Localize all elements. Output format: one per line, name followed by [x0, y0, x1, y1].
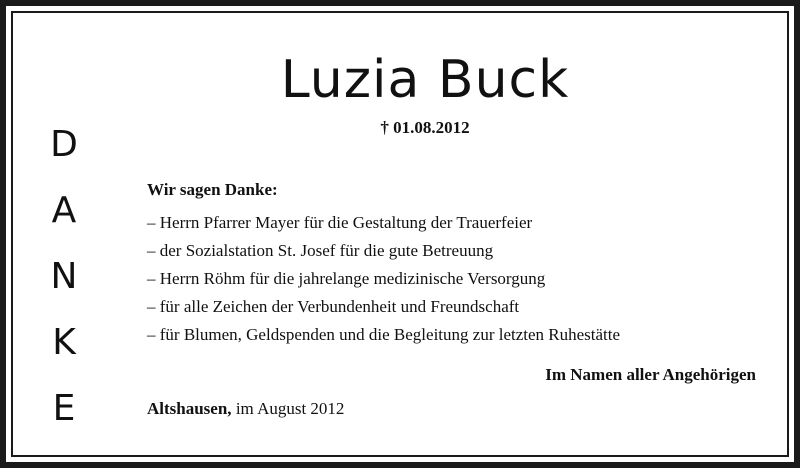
place: Altshausen,: [147, 399, 232, 418]
thanks-item: – für alle Zeichen der Verbundenheit und Freundschaft: [147, 297, 520, 316]
date-text: im August 2012: [231, 399, 345, 418]
thanks-item: – der Sozialstation St. Josef für die gute Betreuung: [147, 241, 494, 260]
thanks-item: – Herrn Röhm für die jahrelange medizinische Versorgung: [147, 269, 546, 288]
vertical-letter: A: [51, 190, 77, 231]
thanks-item: – Herrn Pfarrer Mayer für die Gestaltung der Trauerfeier: [147, 213, 533, 232]
vertical-danke-word: [44, 112, 84, 442]
vertical-letter: E: [52, 388, 76, 429]
thanks-list: [147, 209, 620, 349]
death-date: † 01.08.2012: [380, 118, 470, 137]
vertical-letter: N: [50, 256, 78, 297]
vertical-letter: K: [52, 322, 76, 363]
thanks-heading: Wir sagen Danke:: [147, 180, 278, 199]
place-and-date: [147, 399, 344, 419]
vertical-letter: D: [50, 124, 78, 165]
thanks-item: – für Blumen, Geldspenden und die Begleitung zur letzten Ruhestätte: [147, 325, 621, 344]
deceased-name: Luzia Buck: [280, 50, 570, 110]
signoff: Im Namen aller Angehörigen: [545, 365, 756, 384]
